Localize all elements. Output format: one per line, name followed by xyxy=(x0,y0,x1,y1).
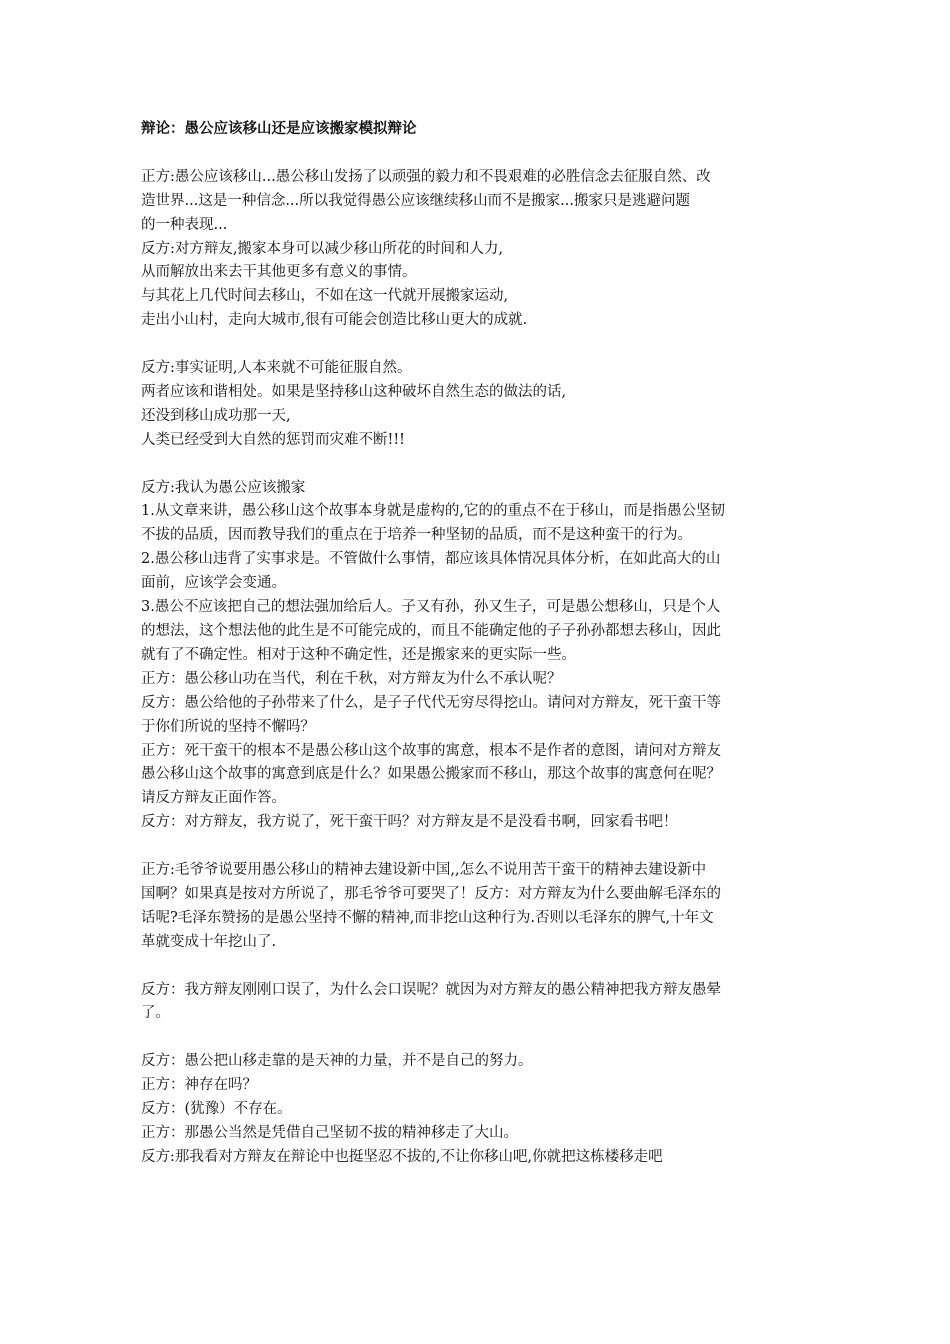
transcript-line: 反方：(犹豫）不存在。 xyxy=(141,1101,292,1118)
transcript-line: 正方：神存在吗？ xyxy=(141,1077,257,1094)
transcript-line: 正方：死干蛮干的根本不是愚公移山这个故事的寓意，根本不是作者的意图，请问对方辩友 xyxy=(141,742,721,759)
transcript-line: 请反方辩友正面作答。 xyxy=(141,790,286,807)
transcript-line: 2.愚公移山违背了实事求是。不管做什么事情，都应该具体情况具体分析，在如此高大的山 xyxy=(141,551,721,568)
transcript-line: 了。 xyxy=(141,1005,170,1022)
transcript-line: 的想法，这个想法他的此生是不可能完成的，而且不能确定他的子子孙孙都想去移山，因此 xyxy=(141,622,721,639)
transcript-line: 1.从文章来讲，愚公移山这个故事本身就是虚构的,它的的重点不在于移山，而是指愚公坚韧 xyxy=(141,503,725,520)
debate-transcript xyxy=(141,166,813,1170)
transcript-line: 两者应该和谐相处。如果是坚持移山这种破坏自然生态的做法的话, xyxy=(141,383,567,400)
transcript-line: 就有了不确定性。相对于这种不确定性，还是搬家来的更实际一些。 xyxy=(141,646,576,663)
transcript-line: 反方：我方辩友刚刚口误了，为什么会口误呢？就因为对方辩友的愚公精神把我方辩友愚晕 xyxy=(141,981,721,998)
blank-line xyxy=(141,1026,813,1050)
blank-line xyxy=(141,955,813,979)
transcript-line: 的一种表现... xyxy=(141,216,228,233)
transcript-line: 反方:我认为愚公应该搬家 xyxy=(141,479,306,496)
transcript-line: 3.愚公不应该把自己的想法强加给后人。子又有孙，孙又生子，可是愚公想移山，只是个人 xyxy=(141,599,721,616)
transcript-line: 话呢?毛泽东赞扬的是愚公坚持不懈的精神,而非挖山这种行为.否则以毛泽东的脾气,十年文 xyxy=(141,909,714,926)
transcript-line: 愚公移山这个故事的寓意到底是什么？如果愚公搬家而不移山，那这个故事的寓意何在呢？ xyxy=(141,766,721,783)
transcript-line: 反方：对方辩友，我方说了，死干蛮干吗？对方辩友是不是没看书啊，回家看书吧！ xyxy=(141,814,678,831)
transcript-line: 人类已经受到大自然的惩罚而灾难不断!!! xyxy=(141,431,405,448)
blank-line xyxy=(141,835,813,859)
transcript-line: 反方:对方辩友,搬家本身可以减少移山所花的时间和人力, xyxy=(141,240,504,257)
transcript-line: 国啊？如果真是按对方所说了，那毛爷爷可要哭了！反方：对方辩友为什么要曲解毛泽东的 xyxy=(141,885,721,902)
transcript-line: 反方:事实证明,人本来就不可能征服自然。 xyxy=(141,360,412,377)
transcript-line: 反方：愚公给他的子孙带来了什么，是子子代代无穷尽得挖山。请问对方辩友，死干蛮干等 xyxy=(141,694,721,711)
transcript-line: 正方:愚公应该移山...愚公移山发扬了以顽强的毅力和不畏艰难的必胜信念去征服自然、改 xyxy=(141,168,711,185)
transcript-line: 反方：愚公把山移走靠的是天神的力量，并不是自己的努力。 xyxy=(141,1053,533,1070)
transcript-line: 与其花上几代时间去移山，不如在这一代就开展搬家运动, xyxy=(141,288,509,305)
transcript-line: 面前，应该学会变通。 xyxy=(141,575,286,592)
document-body xyxy=(141,118,813,1170)
blank-line xyxy=(141,453,813,477)
transcript-line: 正方：那愚公当然是凭借自己坚韧不拔的精神移走了大山。 xyxy=(141,1124,518,1141)
transcript-line: 于你们所说的坚持不懈吗？ xyxy=(141,718,315,735)
transcript-line: 从而解放出来去干其他更多有意义的事情。 xyxy=(141,264,417,281)
transcript-line: 正方：愚公移山功在当代，利在千秋，对方辩友为什么不承认呢？ xyxy=(141,670,562,687)
transcript-line: 革就变成十年挖山了. xyxy=(141,933,277,950)
transcript-line: 正方:毛爷爷说要用愚公移山的精神去建设新中国,,怎么不说用苦干蛮干的精神去建设新中 xyxy=(141,862,707,879)
document-title: 辩论：愚公应该移山还是应该搬家模拟辩论 xyxy=(141,121,417,137)
transcript-line: 走出小山村，走向大城市,很有可能会创造比移山更大的成就. xyxy=(141,312,528,329)
transcript-line: 不拔的品质，因而教导我们的重点在于培养一种坚韧的品质，而不是这种蛮干的行为。 xyxy=(141,527,692,544)
transcript-line: 还没到移山成功那一天, xyxy=(141,407,291,424)
transcript-line: 反方:那我看对方辩友在辩论中也挺坚忍不拔的,不让你移山吧,你就把这栋楼移走吧 xyxy=(141,1148,663,1165)
transcript-line: 造世界...这是一种信念...所以我觉得愚公应该继续移山而不是搬家...搬家只是逃避问题 xyxy=(141,192,690,209)
blank-line xyxy=(141,333,813,357)
